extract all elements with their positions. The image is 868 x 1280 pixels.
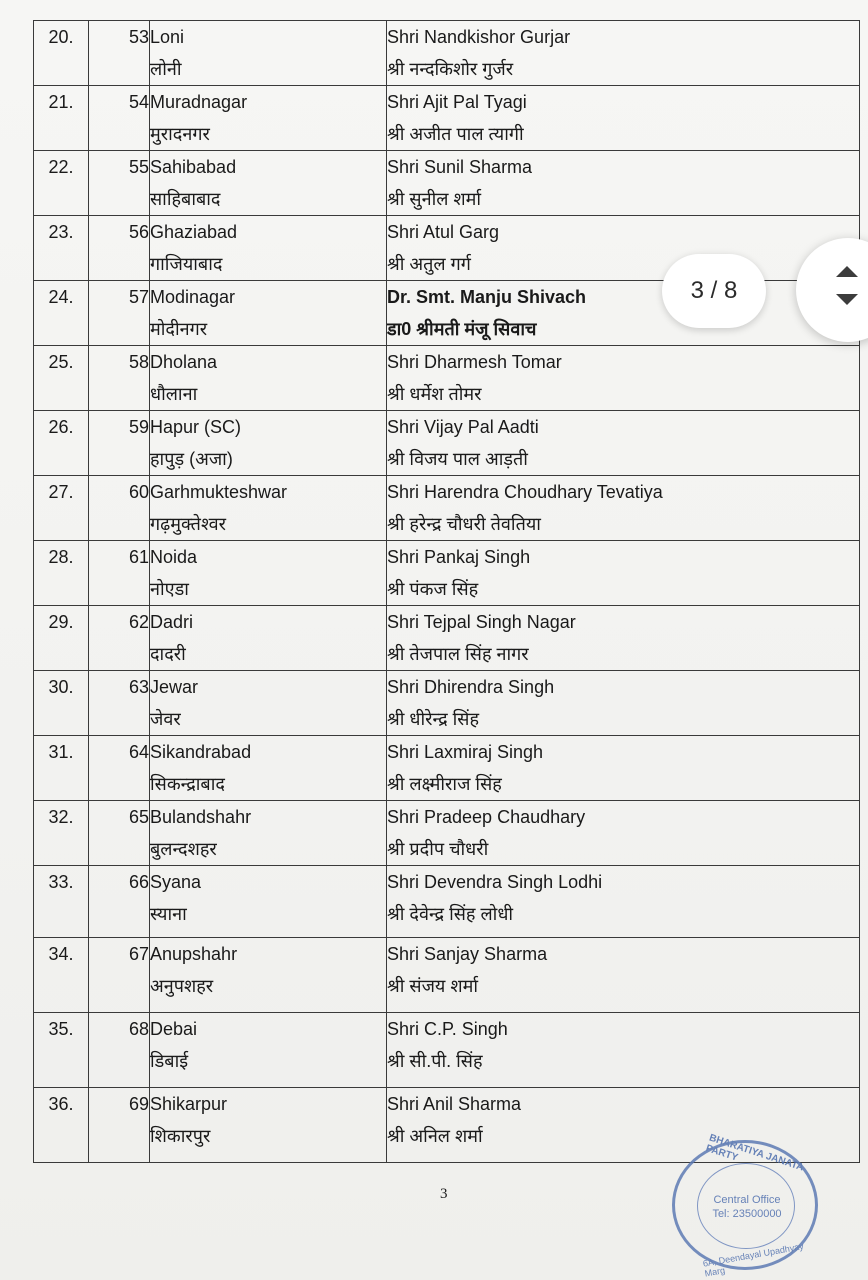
candidate-cell — [387, 606, 860, 671]
candidate-table — [33, 20, 860, 1163]
serial-number: 33. — [34, 866, 89, 938]
constituency-cell — [150, 541, 387, 606]
candidate-name-hindi: श्री धीरेन्द्र सिंह — [387, 709, 480, 729]
table-row — [34, 606, 860, 671]
constituency-name-english: Syana — [150, 872, 202, 892]
candidate-name-hindi: श्री अजीत पाल त्यागी — [387, 124, 524, 144]
candidate-cell — [387, 866, 860, 938]
constituency-name-english: Hapur (SC) — [150, 417, 242, 437]
constituency-name-hindi: साहिबाबाद — [150, 189, 221, 209]
serial-number: 22. — [34, 151, 89, 216]
candidate-name-english: Shri Devendra Singh Lodhi — [387, 872, 603, 892]
serial-number: 34. — [34, 938, 89, 1013]
stamp-line-1: Central Office — [713, 1194, 781, 1206]
constituency-name-english: Anupshahr — [150, 944, 238, 964]
candidate-name-hindi: श्री पंकज सिंह — [387, 579, 479, 599]
candidate-name-english: Shri Vijay Pal Aadti — [387, 417, 539, 437]
candidate-name-hindi: श्री देवेन्द्र सिंह लोधी — [387, 904, 514, 924]
table-row — [34, 938, 860, 1013]
candidate-name-hindi: श्री तेजपाल सिंह नागर — [387, 644, 529, 664]
page-number: 3 — [440, 1186, 448, 1202]
serial-number: 24. — [34, 281, 89, 346]
candidate-cell — [387, 151, 860, 216]
candidate-name-hindi: श्री हरेन्द्र चौधरी तेवतिया — [387, 514, 541, 534]
serial-number: 28. — [34, 541, 89, 606]
serial-number: 36. — [34, 1088, 89, 1163]
candidate-name-english: Shri C.P. Singh — [387, 1019, 508, 1039]
constituency-number: 62 — [89, 606, 150, 671]
table-row — [34, 86, 860, 151]
table-row — [34, 736, 860, 801]
constituency-cell — [150, 216, 387, 281]
constituency-name-english: Noida — [150, 547, 198, 567]
constituency-cell — [150, 476, 387, 541]
constituency-cell — [150, 938, 387, 1013]
serial-number: 32. — [34, 801, 89, 866]
party-office-stamp — [672, 1132, 818, 1279]
candidate-name-english: Shri Pankaj Singh — [387, 547, 531, 567]
constituency-name-hindi: धौलाना — [150, 384, 198, 404]
candidate-name-english: Shri Ajit Pal Tyagi — [387, 92, 527, 112]
candidate-cell — [387, 216, 860, 281]
table-row — [34, 671, 860, 736]
candidate-name-hindi: श्री संजय शर्मा — [387, 976, 479, 996]
constituency-number: 66 — [89, 866, 150, 938]
constituency-cell — [150, 346, 387, 411]
constituency-name-english: Shikarpur — [150, 1094, 228, 1114]
constituency-name-hindi: स्याना — [150, 904, 187, 924]
table-row — [34, 866, 860, 938]
candidate-name-english: Dr. Smt. Manju Shivach — [387, 287, 587, 307]
table-row — [34, 411, 860, 476]
candidate-name-hindi: श्री विजय पाल आड़ती — [387, 449, 528, 469]
constituency-name-hindi: अनुपशहर — [150, 976, 214, 996]
constituency-number: 68 — [89, 1013, 150, 1088]
constituency-cell — [150, 411, 387, 476]
constituency-cell — [150, 801, 387, 866]
constituency-name-hindi: लोनी — [150, 59, 182, 79]
constituency-name-english: Dholana — [150, 352, 218, 372]
table-body — [34, 21, 860, 1163]
candidate-name-english: Shri Sanjay Sharma — [387, 944, 548, 964]
constituency-number: 57 — [89, 281, 150, 346]
constituency-number: 69 — [89, 1088, 150, 1163]
constituency-name-hindi: नोएडा — [150, 579, 189, 599]
constituency-name-hindi: मोदीनगर — [150, 319, 208, 339]
candidate-name-english: Shri Anil Sharma — [387, 1094, 522, 1114]
constituency-name-english: Ghaziabad — [150, 222, 238, 242]
candidate-name-english: Shri Pradeep Chaudhary — [387, 807, 586, 827]
stamp-top-text: BHARATIYA JANATA PARTY — [704, 1132, 805, 1174]
constituency-number: 60 — [89, 476, 150, 541]
table-row — [34, 476, 860, 541]
constituency-cell — [150, 1013, 387, 1088]
serial-number: 29. — [34, 606, 89, 671]
constituency-name-hindi: हापुड़ (अजा) — [150, 449, 233, 469]
constituency-cell — [150, 866, 387, 938]
constituency-name-hindi: जेवर — [150, 709, 181, 729]
constituency-name-english: Debai — [150, 1019, 198, 1039]
constituency-name-english: Modinagar — [150, 287, 236, 307]
page-indicator: 3 / 8 — [662, 254, 766, 328]
constituency-number: 65 — [89, 801, 150, 866]
constituency-number: 58 — [89, 346, 150, 411]
candidate-name-hindi: श्री प्रदीप चौधरी — [387, 839, 489, 859]
candidate-cell — [387, 938, 860, 1013]
constituency-number: 63 — [89, 671, 150, 736]
candidate-name-hindi: श्री सी.पी. सिंह — [387, 1051, 483, 1071]
candidate-name-hindi: श्री अनिल शर्मा — [387, 1126, 483, 1146]
constituency-name-english: Muradnagar — [150, 92, 248, 112]
constituency-cell — [150, 281, 387, 346]
serial-number: 20. — [34, 21, 89, 86]
constituency-name-english: Sahibabad — [150, 157, 237, 177]
constituency-name-english: Dadri — [150, 612, 194, 632]
constituency-name-hindi: डिबाई — [150, 1051, 189, 1071]
constituency-cell — [150, 21, 387, 86]
candidate-name-hindi: डा0 श्रीमती मंजू सिवाच — [387, 319, 537, 339]
constituency-name-english: Loni — [150, 27, 185, 47]
constituency-number: 61 — [89, 541, 150, 606]
table-row — [34, 346, 860, 411]
candidate-cell — [387, 736, 860, 801]
serial-number: 31. — [34, 736, 89, 801]
constituency-name-hindi: दादरी — [150, 644, 186, 664]
table-row — [34, 541, 860, 606]
candidate-name-english: Shri Nandkishor Gurjar — [387, 27, 571, 47]
candidate-cell — [387, 476, 860, 541]
constituency-name-hindi: मुरादनगर — [150, 124, 210, 144]
candidate-name-english: Shri Tejpal Singh Nagar — [387, 612, 576, 632]
constituency-name-hindi: गढ़मुक्तेश्वर — [150, 514, 226, 534]
candidate-name-english: Shri Dhirendra Singh — [387, 677, 555, 697]
candidate-cell — [387, 281, 860, 346]
constituency-cell — [150, 606, 387, 671]
constituency-name-hindi: शिकारपुर — [150, 1126, 211, 1146]
candidate-cell — [387, 346, 860, 411]
stamp-line-2: Tel: 23500000 — [712, 1208, 782, 1220]
candidate-cell — [387, 541, 860, 606]
table-row — [34, 21, 860, 86]
constituency-name-english: Garhmukteshwar — [150, 482, 288, 502]
constituency-cell — [150, 86, 387, 151]
candidate-name-english: Shri Harendra Choudhary Tevatiya — [387, 482, 663, 502]
table-row — [34, 801, 860, 866]
constituency-cell — [150, 736, 387, 801]
candidate-name-english: Shri Sunil Sharma — [387, 157, 533, 177]
constituency-number: 67 — [89, 938, 150, 1013]
constituency-name-english: Jewar — [150, 677, 199, 697]
constituency-name-hindi: गाजियाबाद — [150, 254, 223, 274]
candidate-name-english: Shri Atul Garg — [387, 222, 500, 242]
candidate-cell — [387, 86, 860, 151]
constituency-number: 53 — [89, 21, 150, 86]
chevron-up-icon[interactable] — [836, 266, 858, 277]
serial-number: 27. — [34, 476, 89, 541]
constituency-number: 64 — [89, 736, 150, 801]
candidate-cell — [387, 671, 860, 736]
candidate-name-english: Shri Dharmesh Tomar — [387, 352, 562, 372]
candidate-cell — [387, 1088, 860, 1163]
candidate-name-hindi: श्री लक्ष्मीराज सिंह — [387, 774, 502, 794]
candidate-name-hindi: श्री सुनील शर्मा — [387, 189, 482, 209]
candidate-name-hindi: श्री अतुल गर्ग — [387, 254, 471, 274]
candidate-cell — [387, 411, 860, 476]
serial-number: 23. — [34, 216, 89, 281]
serial-number: 26. — [34, 411, 89, 476]
serial-number: 25. — [34, 346, 89, 411]
constituency-name-english: Bulandshahr — [150, 807, 252, 827]
table-row — [34, 1013, 860, 1088]
candidate-cell — [387, 1013, 860, 1088]
candidate-name-hindi: श्री धर्मेश तोमर — [387, 384, 482, 404]
candidate-name-hindi: श्री नन्दकिशोर गुर्जर — [387, 59, 514, 79]
constituency-name-hindi: बुलन्दशहर — [150, 839, 217, 859]
constituency-name-english: Sikandrabad — [150, 742, 252, 762]
serial-number: 21. — [34, 86, 89, 151]
chevron-down-icon[interactable] — [836, 294, 858, 305]
serial-number: 30. — [34, 671, 89, 736]
constituency-number: 54 — [89, 86, 150, 151]
candidate-cell — [387, 21, 860, 86]
serial-number: 35. — [34, 1013, 89, 1088]
constituency-number: 55 — [89, 151, 150, 216]
stamp-center-text — [707, 1193, 787, 1221]
constituency-cell — [150, 151, 387, 216]
candidate-cell — [387, 801, 860, 866]
constituency-name-hindi: सिकन्द्राबाद — [150, 774, 225, 794]
constituency-cell — [150, 671, 387, 736]
constituency-cell — [150, 1088, 387, 1163]
table-row — [34, 151, 860, 216]
stamp-bottom-text: 6A, Deendayal Upadhyay Marg — [702, 1241, 805, 1279]
constituency-number: 59 — [89, 411, 150, 476]
candidate-name-english: Shri Laxmiraj Singh — [387, 742, 544, 762]
constituency-number: 56 — [89, 216, 150, 281]
